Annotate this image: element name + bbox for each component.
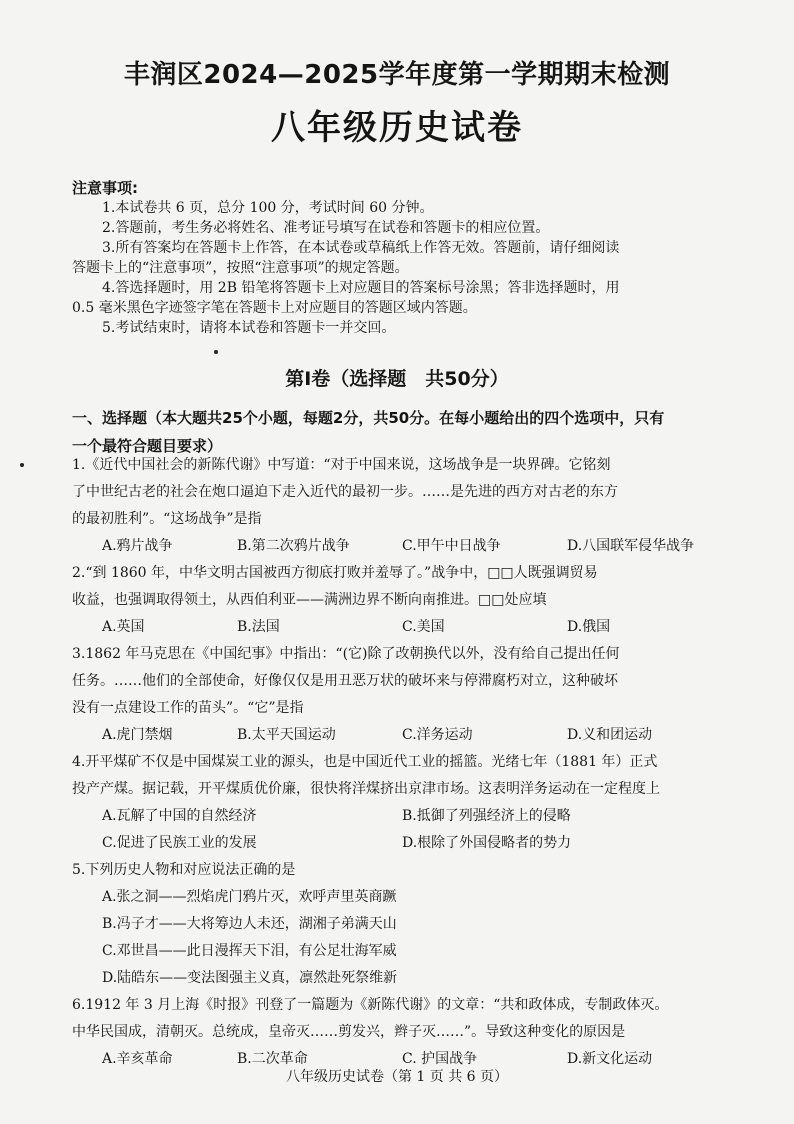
notice-item-continued: 答题卡上的“注意事项”，按照“注意事项”的规定答题。 (72, 260, 409, 276)
notice-item: 2.答题前，考生务必将姓名、准考证号填写在试卷和答题卡的相应位置。 (102, 220, 550, 236)
option-a: A.英国 (102, 619, 145, 635)
notice-item: 1.本试卷共 6 页，总分 100 分，考试时间 60 分钟。 (102, 200, 434, 216)
question-stem-line: 投产产煤。据记载，开平煤质优价廉，很快将洋煤挤出京津市场。这表明洋务运动在一定程度上 (72, 781, 660, 797)
question-stem-line: 收益，也强调取得领土，从西伯利亚——满洲边界不断向南推进。□□处应填 (72, 592, 547, 608)
option-row (72, 803, 732, 857)
question-stem-line: 5.下列历史人物和对应说法正确的是 (72, 862, 296, 878)
question-6 (72, 992, 732, 1073)
question-stem-line: 4.开平煤矿不仅是中国煤炭工业的源头，也是中国近代工业的摇篮。光绪七年（1881 年）正式 (72, 754, 658, 770)
option-c: C. 护国战争 (402, 1051, 478, 1067)
exam-subtitle: 八年级历史试卷 (271, 108, 523, 148)
question-1 (72, 452, 732, 560)
part-heading-line: 一、选择题（本大题共25个小题，每题2分，共50分。在每小题给出的四个选项中，只有 (72, 409, 665, 427)
question-3 (72, 641, 732, 749)
notice-heading: 注意事项: (72, 179, 138, 197)
option-d: D.新文化运动 (567, 1051, 653, 1067)
option-c: C.邓世昌——此日漫挥天下泪，有公足壮海军威 (102, 943, 397, 959)
question-stem-line: 中华民国成，清朝灭。总统成，皇帝灭……剪发兴，辫子灭……”。导致这种变化的原因是 (72, 1024, 626, 1040)
question-stem-line: 3.1862 年马克思在《中国纪事》中指出：“(它)除了改朝换代以外，没有给自己提出任何 (72, 646, 620, 662)
notice-item: 3.所有答案均在答题卡上作答，在本试卷或草稿纸上作答无效。答题前，请仔细阅读 (102, 240, 620, 256)
option-row (72, 533, 732, 560)
speck-mark (214, 350, 218, 354)
notice-block (72, 178, 732, 338)
option-d: D.根除了外国侵略者的势力 (402, 835, 572, 851)
option-row (72, 938, 732, 965)
option-c: C.甲午中日战争 (402, 538, 501, 554)
question-stem-line: 没有一点建设工作的苗头”。“它”是指 (72, 700, 304, 716)
option-d: D.义和团运动 (567, 727, 653, 743)
option-d: D.陆皓东——变法图强主义真，凛然赴死祭维新 (102, 970, 398, 986)
option-b: B.太平天国运动 (237, 727, 336, 743)
option-a: A.辛亥革命 (102, 1051, 173, 1067)
option-a: A.虎门禁烟 (102, 727, 173, 743)
option-b: B.抵御了列强经济上的侵略 (402, 808, 571, 824)
option-row (72, 722, 732, 749)
option-row (72, 884, 732, 911)
section-title: 第Ⅰ卷（选择题 共50分） (285, 368, 509, 390)
option-row (72, 965, 732, 992)
notice-item-continued: 0.5 毫米黑色字迹签字笔在答题卡上对应题目的答题区域内答题。 (72, 300, 477, 316)
option-a: A.鸦片战争 (102, 538, 173, 554)
option-c: C.洋务运动 (402, 727, 473, 743)
option-b: B.冯子才——大将筹边人未还，湖湘子弟满天山 (102, 916, 397, 932)
option-row (72, 614, 732, 641)
option-b: B.第二次鸦片战争 (237, 538, 350, 554)
option-b: B.法国 (237, 619, 280, 635)
question-stem-line: 任务。……他们的全部使命，好像仅仅是用丑恶万状的破坏来与停滞腐朽对立，这种破坏 (72, 673, 618, 689)
option-c: C.美国 (402, 619, 445, 635)
question-stem-line: 2.“到 1860 年，中华文明古国被西方彻底打败并羞辱了。”战争中，□□人既强调贸易 (72, 565, 598, 581)
notice-item: 4.答选择题时，用 2B 铅笔将答题卡上对应题目的答案标号涂黑；答非选择题时，用 (102, 280, 620, 296)
question-stem-line: 1.《近代中国社会的新陈代谢》中写道：“对于中国来说，这场战争是一块界碑。它铭刻 (72, 457, 611, 473)
option-row (72, 911, 732, 938)
question-list (72, 452, 732, 1073)
option-d: D.俄国 (567, 619, 611, 635)
question-stem-line: 6.1912 年 3 月上海《时报》刊登了一篇题为《新陈代谢》的文章：“共和政体成，专制政体灭。 (72, 997, 669, 1013)
question-2 (72, 560, 732, 641)
question-5 (72, 857, 732, 992)
notice-item: 5.考试结束时，请将本试卷和答题卡一并交回。 (102, 320, 396, 336)
question-stem-line: 的最初胜利”。“这场战争”是指 (72, 511, 262, 527)
option-b: B.二次革命 (237, 1051, 308, 1067)
option-a: A.瓦解了中国的自然经济 (102, 808, 257, 824)
option-d: D.八国联军侵华战争 (567, 538, 695, 554)
option-a: A.张之洞——烈焰虎门鸦片灭，欢呼声里英商蹶 (102, 889, 397, 905)
speck-mark (20, 463, 24, 467)
question-stem-line: 了中世纪古老的社会在炮口逼迫下走入近代的最初一步。……是先进的西方对古老的东方 (72, 484, 618, 500)
exam-title: 丰润区2024—2025学年度第一学期期末检测 (123, 60, 671, 90)
page-footer: 八年级历史试卷（第 1 页 共 6 页） (285, 1069, 509, 1085)
question-4 (72, 749, 732, 857)
option-c: C.促进了民族工业的发展 (102, 835, 257, 851)
part-heading-line: 一个最符合题目要求） (72, 437, 223, 455)
